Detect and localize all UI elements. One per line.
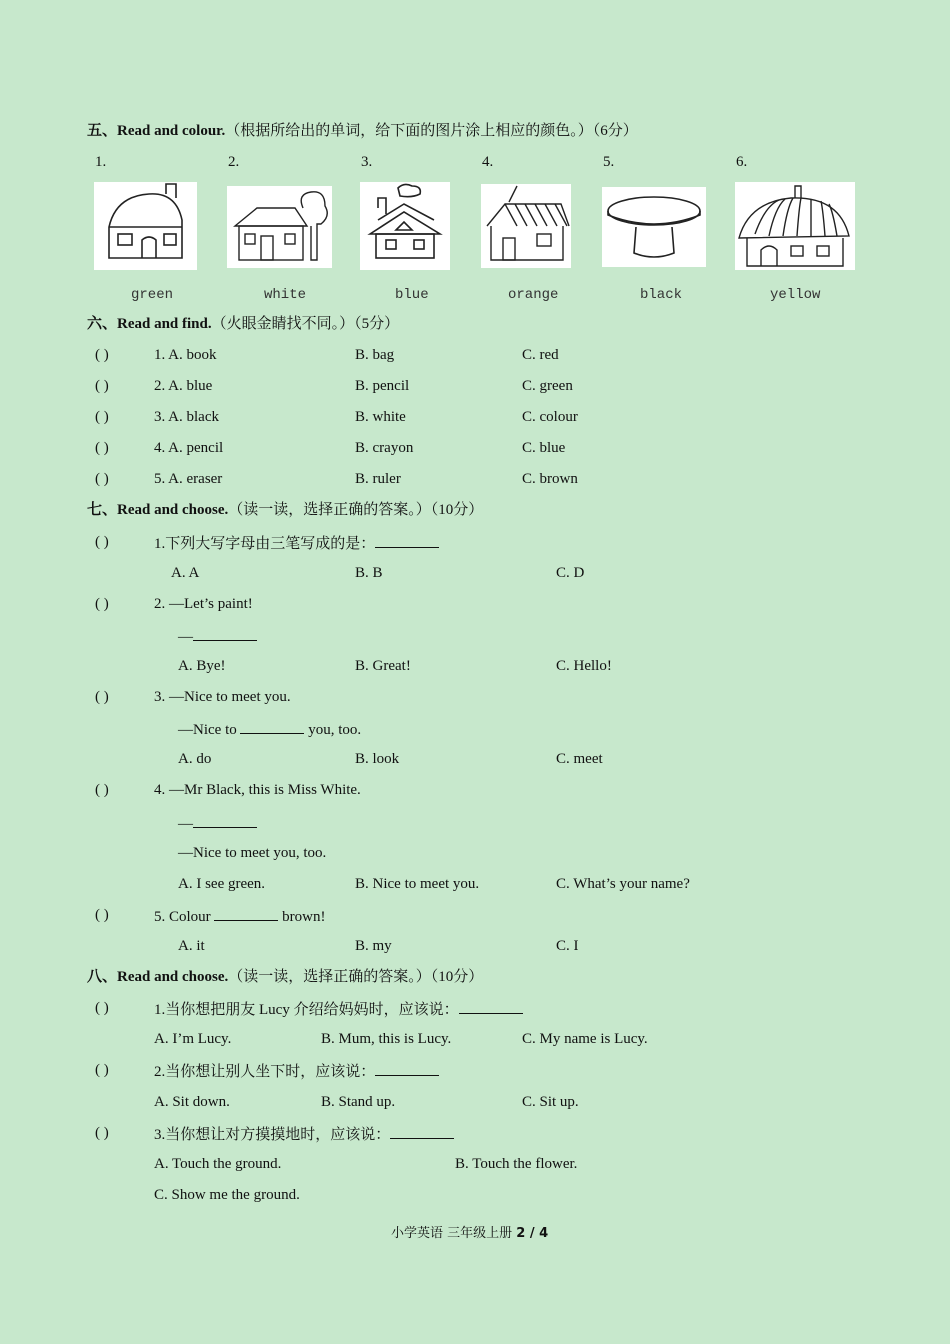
question-stem: 2.当你想让别人坐下时，应该说： — [154, 1061, 439, 1081]
option-b: B. look — [355, 751, 400, 767]
item-number: 5. — [603, 154, 615, 170]
option-a: A. Bye! — [178, 658, 226, 674]
item-number: 4. — [482, 154, 494, 170]
option-a: A. A — [171, 565, 200, 581]
dialog-line: —Nice to meet you, too. — [178, 845, 327, 861]
option-b: B. crayon — [355, 440, 414, 456]
question-stem: 1.下列大写字母由三笔写成的是： — [154, 533, 439, 553]
option-a: 5. A. eraser — [154, 471, 223, 487]
question-stem: 2. —Let’s paint! — [154, 596, 253, 612]
question-stem: 3.当你想让对方摸摸地时，应该说： — [154, 1124, 454, 1144]
question-stem: 1.当你想把朋友 Lucy 介绍给妈妈时，应该说： — [154, 999, 523, 1019]
color-word: green — [131, 287, 174, 303]
section-8-heading: 八、Read and choose.（读一读，选择正确的答案。）（10分） — [87, 969, 484, 985]
answer-paren[interactable]: ( ) — [95, 534, 109, 550]
option-a: 3. A. black — [154, 409, 219, 425]
answer-paren[interactable]: ( ) — [95, 596, 109, 612]
option-b: B. B — [355, 565, 383, 581]
section-7-heading: 七、Read and choose.（读一读，选择正确的答案。）（10分） — [87, 502, 484, 518]
answer-blank[interactable] — [193, 626, 257, 641]
item-number: 1. — [95, 154, 107, 170]
answer-paren[interactable]: ( ) — [95, 378, 109, 394]
question-stem: 4. —Mr Black, this is Miss White. — [154, 782, 361, 798]
item-number: 2. — [228, 154, 240, 170]
section-5-heading: 五、Read and colour.（根据所给出的单词，给下面的图片涂上相应的颜色。）（6分） — [87, 123, 638, 139]
answer-paren[interactable]: ( ) — [95, 471, 109, 487]
striped-roof-house-icon — [735, 182, 855, 270]
answer-paren[interactable]: ( ) — [95, 1000, 109, 1016]
color-word: black — [640, 287, 683, 303]
color-word: white — [264, 287, 307, 303]
item-number: 3. — [361, 154, 373, 170]
question-stem: 3. —Nice to meet you. — [154, 689, 291, 705]
color-word: blue — [395, 287, 429, 303]
answer-paren[interactable]: ( ) — [95, 1125, 109, 1141]
option-b: B. Nice to meet you. — [355, 876, 480, 892]
option-a: 2. A. blue — [154, 378, 213, 394]
option-c: C. I — [556, 938, 579, 954]
option-b: B. Mum, this is Lucy. — [321, 1031, 452, 1047]
option-a: A. it — [178, 938, 205, 954]
color-word: orange — [508, 287, 559, 303]
option-a: A. I see green. — [178, 876, 266, 892]
option-c: C. brown — [522, 471, 578, 487]
option-c: C. What’s your name? — [556, 876, 690, 892]
answer-paren[interactable]: ( ) — [95, 440, 109, 456]
option-b: B. bag — [355, 347, 395, 363]
option-a: A. I’m Lucy. — [154, 1031, 232, 1047]
option-a: A. do — [178, 751, 212, 767]
page-footer: 小学英语 三年级上册 2 / 4 — [391, 1226, 549, 1241]
option-c: C. Show me the ground. — [154, 1187, 300, 1203]
option-b: B. Touch the flower. — [455, 1156, 578, 1172]
answer-blank[interactable] — [375, 533, 439, 548]
color-word: yellow — [770, 287, 821, 303]
answer-blank[interactable] — [214, 906, 278, 921]
question-stem: 5. Colour brown! — [154, 906, 326, 926]
answer-blank[interactable] — [240, 719, 304, 734]
option-b: B. Stand up. — [321, 1094, 396, 1110]
dialog-line: —Nice to you, too. — [178, 719, 361, 739]
option-c: C. green — [522, 378, 573, 394]
answer-paren[interactable]: ( ) — [95, 782, 109, 798]
thatched-house-icon — [481, 184, 571, 268]
option-b: B. Great! — [355, 658, 411, 674]
answer-paren[interactable]: ( ) — [95, 1062, 109, 1078]
option-a: A. Touch the ground. — [154, 1156, 282, 1172]
page-number: 2 / 4 — [516, 1226, 549, 1241]
option-b: B. my — [355, 938, 392, 954]
answer-blank[interactable] — [375, 1061, 439, 1076]
house-with-tree-icon — [227, 186, 332, 268]
answer-paren[interactable]: ( ) — [95, 689, 109, 705]
answer-paren[interactable]: ( ) — [95, 347, 109, 363]
answer-paren[interactable]: ( ) — [95, 409, 109, 425]
house-rounded-icon — [94, 182, 197, 270]
item-number: 6. — [736, 154, 748, 170]
option-c: C. Hello! — [556, 658, 612, 674]
option-c: C. red — [522, 347, 559, 363]
option-c: C. meet — [556, 751, 603, 767]
small-house-icon — [360, 182, 450, 270]
option-a: 4. A. pencil — [154, 440, 224, 456]
option-b: B. pencil — [355, 378, 410, 394]
dialog-line: — — [178, 813, 257, 833]
option-c: C. blue — [522, 440, 566, 456]
dialog-line: — — [178, 626, 257, 646]
option-c: C. My name is Lucy. — [522, 1031, 648, 1047]
answer-blank[interactable] — [459, 999, 523, 1014]
option-b: B. ruler — [355, 471, 401, 487]
option-a: 1. A. book — [154, 347, 217, 363]
answer-paren[interactable]: ( ) — [95, 907, 109, 923]
answer-blank[interactable] — [390, 1124, 454, 1139]
section-6-heading: 六、Read and find.（火眼金睛找不同。）（5分） — [87, 316, 400, 332]
option-c: C. colour — [522, 409, 578, 425]
option-c: C. Sit up. — [522, 1094, 579, 1110]
option-c: C. D — [556, 565, 585, 581]
option-b: B. white — [355, 409, 406, 425]
option-a: A. Sit down. — [154, 1094, 230, 1110]
table-icon — [602, 187, 706, 267]
answer-blank[interactable] — [193, 813, 257, 828]
